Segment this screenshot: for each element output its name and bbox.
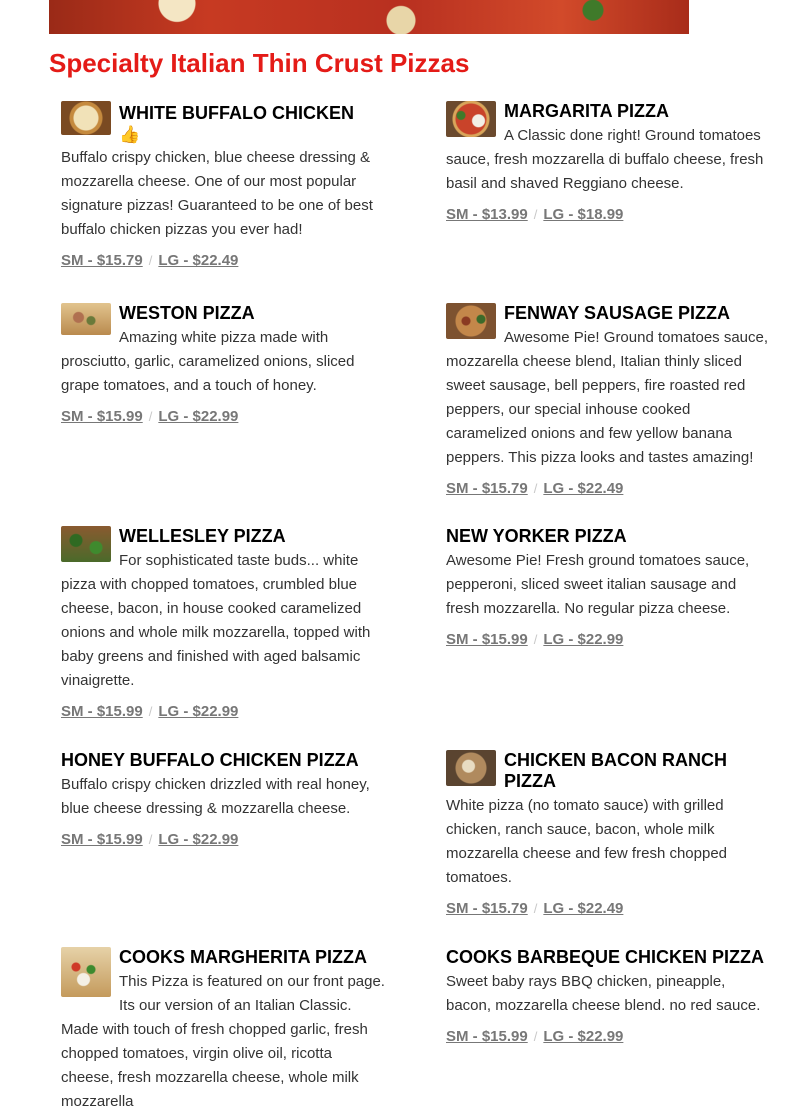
price-separator: / <box>533 901 538 916</box>
menu-item-new-yorker-pizza[interactable] <box>446 526 771 652</box>
pizza-thumbnail[interactable] <box>446 101 496 137</box>
price-small-button[interactable]: SM - $15.99 <box>61 703 143 720</box>
item-name: WELLESLEY PIZZA <box>119 526 286 546</box>
pizza-thumbnail[interactable] <box>61 303 111 335</box>
price-large-button[interactable]: LG - $22.49 <box>543 480 624 497</box>
price-small-button[interactable]: SM - $15.99 <box>446 1028 528 1045</box>
price-separator: / <box>533 632 538 647</box>
menu-item-honey-buffalo-chicken-pizza[interactable] <box>61 750 386 852</box>
price-small-button[interactable]: SM - $15.99 <box>61 408 143 425</box>
price-separator: / <box>148 253 153 268</box>
item-prices <box>61 249 386 273</box>
section-title: Specialty Italian Thin Crust Pizzas <box>49 48 470 78</box>
menu-item-cooks-barbeque-chicken-pizza[interactable] <box>446 947 771 1049</box>
price-small-button[interactable]: SM - $13.99 <box>446 206 528 223</box>
item-name: COOKS MARGHERITA PIZZA <box>119 947 367 967</box>
item-description: Amazing white pizza made with prosciutto, garlic, caramelized onions, sliced grape tomatoes, and a touch of honey. <box>61 329 355 394</box>
item-name: CHICKEN BACON RANCH PIZZA <box>504 750 727 791</box>
price-large-button[interactable]: LG - $22.99 <box>543 1028 624 1045</box>
price-separator: / <box>533 1029 538 1044</box>
pizza-thumbnail[interactable] <box>446 750 496 786</box>
menu-item-chicken-bacon-ranch-pizza[interactable] <box>446 750 771 921</box>
menu-item-weston-pizza[interactable] <box>61 303 386 429</box>
item-description: Awesome Pie! Ground tomatoes sauce, mozzarella cheese blend, Italian thinly sliced sweet sausage, bell peppers, fire roasted red peppers, our special inhouse cooked caramelized onions and few yellow banana peppers. This pizza looks and tastes amazing! <box>446 329 769 466</box>
pizza-thumbnail[interactable] <box>446 303 496 339</box>
item-name: MARGARITA PIZZA <box>504 101 669 121</box>
price-large-button[interactable]: LG - $22.99 <box>158 831 239 848</box>
price-large-button[interactable]: LG - $22.99 <box>158 408 239 425</box>
price-large-button[interactable]: LG - $18.99 <box>543 206 624 223</box>
item-description: Buffalo crispy chicken, blue cheese dressing & mozzarella cheese. One of our most popular signature pizzas! Guaranteed to be one of best buffalo chicken pizzas you ever had! <box>61 149 373 238</box>
item-name: NEW YORKER PIZZA <box>446 526 627 546</box>
item-prices <box>446 628 771 652</box>
price-large-button[interactable]: LG - $22.49 <box>543 900 624 917</box>
item-description: Sweet baby rays BBQ chicken, pineapple, bacon, mozzarella cheese blend. no red sauce. <box>446 973 761 1014</box>
item-name: FENWAY SAUSAGE PIZZA <box>504 303 731 323</box>
item-prices <box>446 477 771 501</box>
menu-item-fenway-sausage-pizza[interactable] <box>446 303 771 501</box>
menu-item-margarita-pizza[interactable] <box>446 101 771 227</box>
menu-item-white-buffalo-chicken[interactable] <box>61 101 386 273</box>
item-description: A Classic done right! Ground tomatoes sauce, fresh mozzarella di buffalo cheese, fresh basil and shaved Reggiano cheese. <box>446 127 764 192</box>
item-prices <box>446 203 771 227</box>
item-description: Buffalo crispy chicken drizzled with real honey, blue cheese dressing & mozzarella cheese. <box>61 776 370 817</box>
thumbs-up-icon: 👍 <box>119 125 141 144</box>
pizza-thumbnail[interactable] <box>61 947 111 997</box>
price-separator: / <box>148 832 153 847</box>
price-small-button[interactable]: SM - $15.99 <box>61 831 143 848</box>
menu-item-cooks-margherita-pizza[interactable] <box>61 947 386 1114</box>
price-separator: / <box>148 409 153 424</box>
item-prices <box>61 405 386 429</box>
price-separator: / <box>148 704 153 719</box>
price-small-button[interactable]: SM - $15.79 <box>61 252 143 269</box>
item-name: COOKS BARBEQUE CHICKEN PIZZA <box>446 947 765 967</box>
price-large-button[interactable]: LG - $22.99 <box>543 631 624 648</box>
price-small-button[interactable]: SM - $15.79 <box>446 900 528 917</box>
item-name: WESTON PIZZA <box>119 303 255 323</box>
item-prices <box>61 828 386 852</box>
item-description: This Pizza is featured on our front page. Its our version of an Italian Classic. Made with touch of fresh chopped garlic, fresh chopped tomatoes, virgin olive oil, ricotta cheese, fresh mozzarella cheese, whole milk mozzarella <box>61 973 385 1110</box>
price-small-button[interactable]: SM - $15.79 <box>446 480 528 497</box>
price-small-button[interactable]: SM - $15.99 <box>446 631 528 648</box>
pizza-thumbnail[interactable] <box>61 526 111 562</box>
item-description: White pizza (no tomato sauce) with grilled chicken, ranch sauce, bacon, whole milk mozzarella cheese and few fresh chopped tomatoes. <box>446 797 728 886</box>
item-prices <box>61 700 386 724</box>
item-prices <box>446 1025 771 1049</box>
item-description: For sophisticated taste buds... white pizza with chopped tomatoes, crumbled blue cheese, bacon, in house cooked caramelized onions and whole milk mozzarella, topped with baby greens and finished with aged balsamic vinaigrette. <box>61 552 371 689</box>
pizza-banner-image <box>49 0 689 34</box>
price-large-button[interactable]: LG - $22.49 <box>158 252 239 269</box>
price-large-button[interactable]: LG - $22.99 <box>158 703 239 720</box>
item-name: HONEY BUFFALO CHICKEN PIZZA <box>61 750 359 770</box>
pizza-thumbnail[interactable] <box>61 101 111 135</box>
price-separator: / <box>533 207 538 222</box>
item-prices <box>446 897 771 921</box>
menu-item-wellesley-pizza[interactable] <box>61 526 386 724</box>
item-name: WHITE BUFFALO CHICKEN 👍 <box>119 103 354 144</box>
price-separator: / <box>533 481 538 496</box>
item-description: Awesome Pie! Fresh ground tomatoes sauce, pepperoni, sliced sweet italian sausage and fresh mozzarella. No regular pizza cheese. <box>446 552 750 617</box>
